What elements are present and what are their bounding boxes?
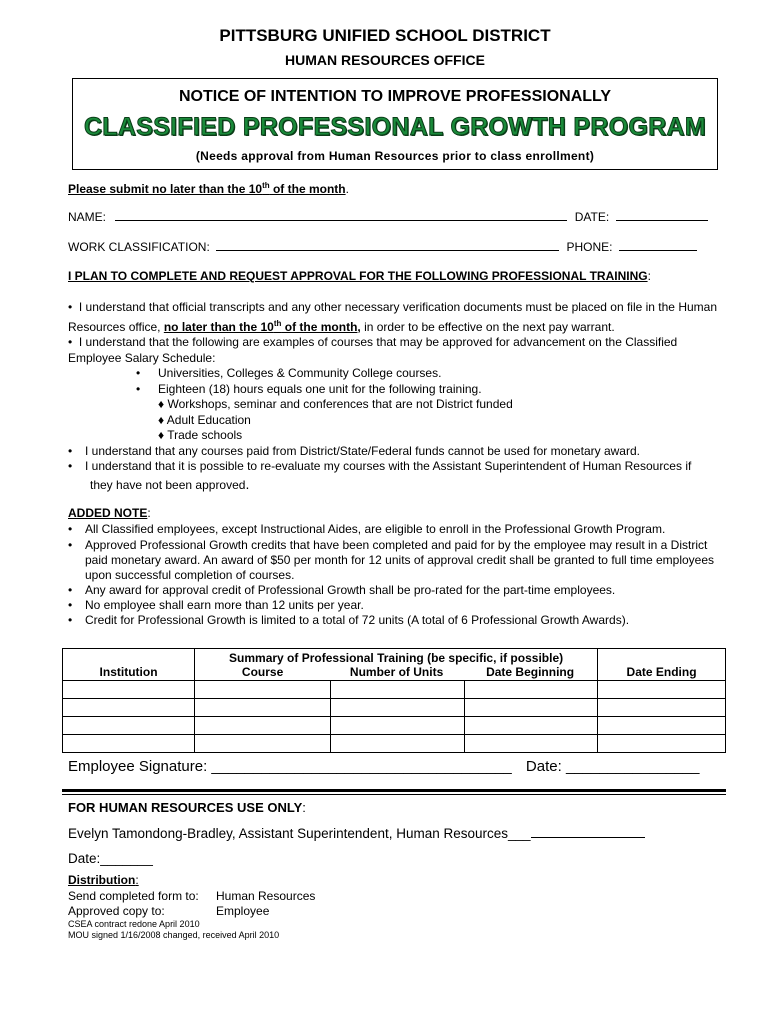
col-date-ending: Date Ending [598, 649, 726, 681]
hr-colon: : [302, 800, 306, 815]
distribution-row [68, 904, 269, 918]
notice-title: NOTICE OF INTENTION TO IMPROVE PROFESSIONALLY [178, 88, 612, 105]
phone-field[interactable] [619, 239, 697, 251]
added-note-list [68, 522, 728, 628]
work-row [68, 239, 697, 254]
distribution-row [68, 889, 315, 903]
table-cell[interactable] [63, 735, 195, 753]
hr-contact-text: Evelyn Tamondong-Bradley, Assistant Superintendent, Human Resources___ [68, 826, 531, 841]
table-cell[interactable] [598, 735, 726, 753]
submit-prefix: Please submit no later than the 10 [68, 182, 263, 196]
table-cell[interactable] [598, 699, 726, 717]
table-cell[interactable] [195, 681, 331, 698]
work-classification-label: WORK CLASSIFICATION: [68, 240, 210, 254]
added-note-text: All Classified employees, except Instructional Aides, are eligible to enroll in the Professional Growth Program. [85, 522, 666, 536]
added-note-text: No employee shall earn more than 12 units per year. [85, 598, 364, 612]
training-summary-table [62, 648, 726, 753]
distribution-colon: : [135, 873, 139, 887]
distribution-value: Employee [216, 904, 270, 918]
approval-note: (Needs approval from Human Resources prior to class enrollment) [195, 149, 595, 163]
bullet-examples [68, 335, 728, 366]
col-institution: Institution [63, 649, 195, 681]
submit-suffix: of the month [269, 182, 346, 196]
table-row [63, 681, 726, 699]
table-cell-group [195, 735, 598, 753]
submit-sup: th [262, 181, 270, 190]
bullet-dot: • [136, 366, 141, 380]
bullet-deadline-end: of the month, [281, 319, 361, 334]
sub-bullet-hours [68, 382, 728, 398]
hr-approval-field[interactable] [531, 825, 645, 838]
table-cell[interactable] [465, 735, 597, 752]
added-note-text: Approved Professional Growth credits that have been completed and paid for by the employee may result in a District paid monetary award. An award of $50 per month for 12 units of approval credit shall be granted to full time employees upon successful completion of courses. [85, 538, 715, 582]
bullet-reevaluate-cont [68, 477, 728, 494]
date-label: DATE: [574, 210, 610, 224]
name-label: NAME: [68, 210, 107, 224]
office-title: HUMAN RESOURCES OFFICE [285, 52, 485, 68]
added-note-item [68, 522, 728, 537]
diamond-workshops: ♦ Workshops, seminar and conferences that are not District funded [158, 397, 513, 411]
title-box [72, 78, 718, 170]
name-field[interactable] [115, 209, 567, 221]
table-cell-group [195, 699, 598, 717]
bullet-dot: • [68, 538, 73, 552]
table-cell[interactable] [195, 717, 331, 734]
submit-deadline [68, 181, 349, 196]
bullet-dot: • [68, 459, 73, 473]
bullet-reevaluate [68, 459, 728, 475]
bullet-dot: • [68, 613, 73, 627]
table-row [63, 699, 726, 717]
hr-date-field[interactable]: Date:_______ [68, 851, 153, 866]
table-cell[interactable] [331, 735, 465, 752]
sub-bullet-text: Eighteen (18) hours equals one unit for the following training. [158, 381, 482, 396]
table-cell[interactable] [331, 717, 465, 734]
col-units: Number of Units [349, 665, 444, 679]
sub-bullet-text: Universities, Colleges & Community College courses. [158, 366, 442, 380]
bullet-dot: • [68, 443, 73, 458]
understanding-list [68, 300, 728, 493]
distribution-label: Approved copy to: [68, 904, 165, 918]
bullet-text: I understand that any courses paid from District/State/Federal funds cannot be used for monetary award. [85, 443, 640, 458]
table-cell[interactable] [331, 699, 465, 716]
table-cell[interactable] [331, 681, 465, 698]
bullet-dot: • [68, 598, 73, 612]
distribution-value: Human Resources [216, 889, 316, 903]
phone-label: PHONE: [566, 240, 613, 254]
added-note-title: ADDED NOTE [68, 506, 148, 520]
col-course: Course [241, 665, 284, 679]
added-note-item [68, 598, 728, 613]
table-cell[interactable] [465, 699, 597, 716]
table-cell[interactable] [63, 681, 195, 699]
bullet-deadline: no later than the 10 [163, 319, 274, 334]
bullet-deadline-sup: th [273, 318, 282, 328]
added-note-item [68, 613, 728, 628]
district-title: PITTSBURG UNIFIED SCHOOL DISTRICT [219, 26, 551, 45]
bullet-text-end: in order to be effective on the next pay warrant. [360, 319, 615, 334]
plan-heading [68, 269, 651, 283]
plan-heading-text: I PLAN TO COMPLETE AND REQUEST APPROVAL FOR THE FOLLOWING PROFESSIONAL TRAINING [68, 269, 648, 283]
date-field[interactable] [616, 209, 708, 221]
table-cell[interactable] [598, 717, 726, 735]
col-group [195, 649, 598, 681]
table-cell-group [195, 681, 598, 699]
bullet-text: I understand that official transcripts and any other necessary verification documents must be placed on file in the Human Resources office, [68, 300, 718, 334]
table-cell[interactable] [598, 681, 726, 699]
section-divider [62, 789, 726, 795]
added-note-text: Any award for approval credit of Professional Growth shall be pro-rated for the part-time employees. [85, 583, 616, 597]
table-cell[interactable] [465, 717, 597, 734]
employee-signature-field[interactable]: Employee Signature: ____________________________________ [68, 758, 512, 775]
added-note-item [68, 538, 728, 583]
added-note-item [68, 583, 728, 598]
work-classification-field[interactable] [216, 239, 559, 251]
added-note-colon: : [147, 506, 151, 520]
table-cell[interactable] [195, 699, 331, 716]
plan-colon: : [647, 269, 651, 283]
program-title: CLASSIFIED PROFESSIONAL GROWTH PROGRAM [83, 113, 707, 141]
sub-bullet-universities [68, 366, 728, 382]
bullet-funds [68, 444, 728, 460]
mou-note: MOU signed 1/16/2008 changed, received April 2010 [68, 930, 280, 940]
bullet-dot: • [136, 381, 141, 396]
table-cell-group [195, 717, 598, 735]
col-date-beginning: Date Beginning [486, 665, 575, 679]
bullet-text-cont: they have not been approved [90, 477, 246, 492]
distribution-title: Distribution [68, 873, 136, 887]
table-cell[interactable] [63, 717, 195, 735]
table-row [63, 735, 726, 753]
table-caption: Summary of Professional Training (be specific, if possible) [229, 651, 564, 665]
table-cell[interactable] [63, 699, 195, 717]
bullet-dot: • [68, 522, 73, 536]
bullet-dot: • [68, 335, 79, 349]
signature-date-field[interactable]: Date: ________________ [525, 758, 700, 775]
hr-use-only-heading [68, 800, 306, 815]
bullet-dot: • [68, 583, 73, 597]
bullet-text: I understand that it is possible to re-evaluate my courses with the Assistant Superintendent of Human Resources if [85, 459, 692, 473]
table-cell[interactable] [195, 735, 331, 752]
bullet-period: . [245, 475, 250, 492]
bullet-dot: • [68, 300, 79, 314]
contract-note: CSEA contract redone April 2010 [68, 919, 200, 929]
signature-row [68, 758, 699, 775]
distribution-heading [68, 873, 139, 887]
name-row [68, 209, 708, 224]
table-row [63, 717, 726, 735]
hr-title-text: FOR HUMAN RESOURCES USE ONLY [68, 800, 303, 815]
diamond-trade-schools: ♦ Trade schools [158, 428, 243, 442]
diamond-adult-education: ♦ Adult Education [158, 412, 251, 427]
added-note-text: Credit for Professional Growth is limited to a total of 72 units (A total of 6 Professional Growth Awards). [85, 613, 630, 627]
distribution-label: Send completed form to: [68, 889, 199, 903]
table-cell[interactable] [465, 681, 597, 698]
table-header-row [63, 649, 726, 681]
bullet-transcripts [68, 300, 728, 335]
submit-period: . [345, 182, 349, 196]
added-note-heading [68, 506, 151, 520]
hr-contact-row [68, 825, 645, 841]
bullet-text: I understand that the following are examples of courses that may be approved for advancement on the Classified Employee Salary Schedule: [68, 335, 678, 365]
